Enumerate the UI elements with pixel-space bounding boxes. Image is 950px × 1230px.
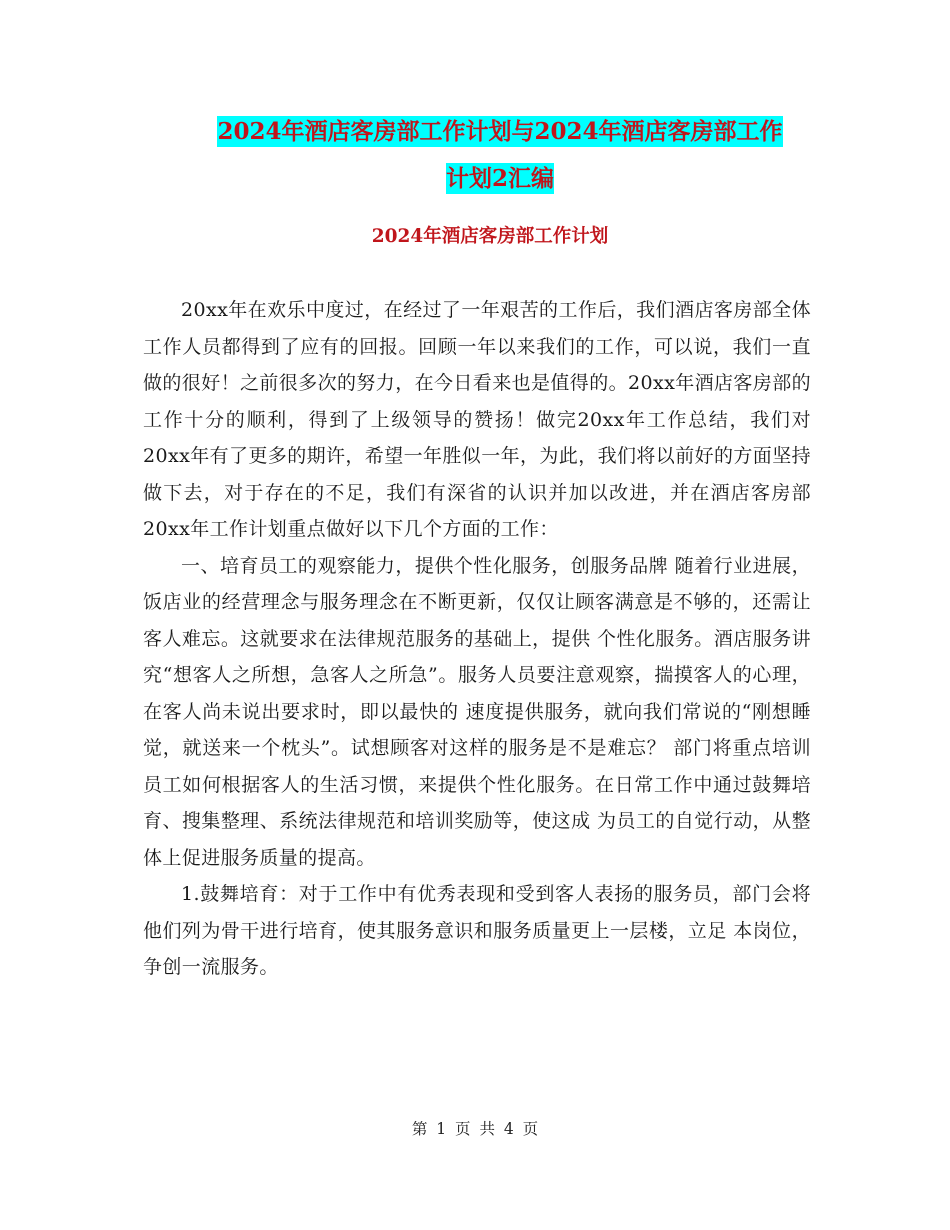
section-title: 2024年酒店客房部工作计划 <box>371 226 609 247</box>
document-title-line2: 计划2汇编 <box>445 165 554 192</box>
paragraph-item-1: 1.鼓舞培育：对于工作中有优秀表现和受到客人表扬的服务员，部门会将他们列为骨干进行培育，使其服务意识和服务质量更上一层楼，立足 本岗位，争创一流服务。 <box>143 883 811 978</box>
document-title <box>140 108 860 202</box>
paragraph-section-one: 一、培育员工的观察能力，提供个性化服务，创服务品牌 随着行业进展，饭店业的经营理念与服务理念在不断更新，仅仅让顾客满意是不够的，还需让客人难忘。这就要求在法律规范服务的基础上，提供 个性化服务。酒店服务讲究“想客人之所想，急客人之所急”。服务人员要注意观察，揣摸客人的心理，在客人尚未说出要求时，即以最快的 速度提供服务，就向我们常说的“刚想睡觉，就送来一个枕头”。试想顾客对这样的服务是不是难忘？ 部门将重点培训员工如何根据客人的生活习惯，来提供个性化服务。在日常工作中通过鼓舞培育、搜集整理、系统法律规范和培训奖励等，使这成 为员工的自觉行动，从整体上促进服务质量的提高。 <box>143 554 811 869</box>
document-title-line1: 2024年酒店客房部工作计划与2024年酒店客房部工作 <box>217 118 783 145</box>
paragraph-intro: 20xx年在欢乐中度过，在经过了一年艰苦的工作后，我们酒店客房部全体工作人员都得到了应有的回报。回顾一年以来我们的工作，可以说，我们一直做的很好！之前很多次的努力，在今日看来也是值得的。20xx年酒店客房部的工作十分的顺利，得到了上级领导的赞扬！做完20xx年工作总结，我们对20xx年有了更多的期许，希望一年胜似一年，为此，我们将以前好的方面坚持做下去，对于存在的不足，我们有深省的认识并加以改进，并在酒店客房部20xx年工作计划重点做好以下几个方面的工作： <box>143 299 812 540</box>
body-text <box>143 292 811 986</box>
page-number-footer: 第 1 页 共 4 页 <box>411 1120 539 1138</box>
